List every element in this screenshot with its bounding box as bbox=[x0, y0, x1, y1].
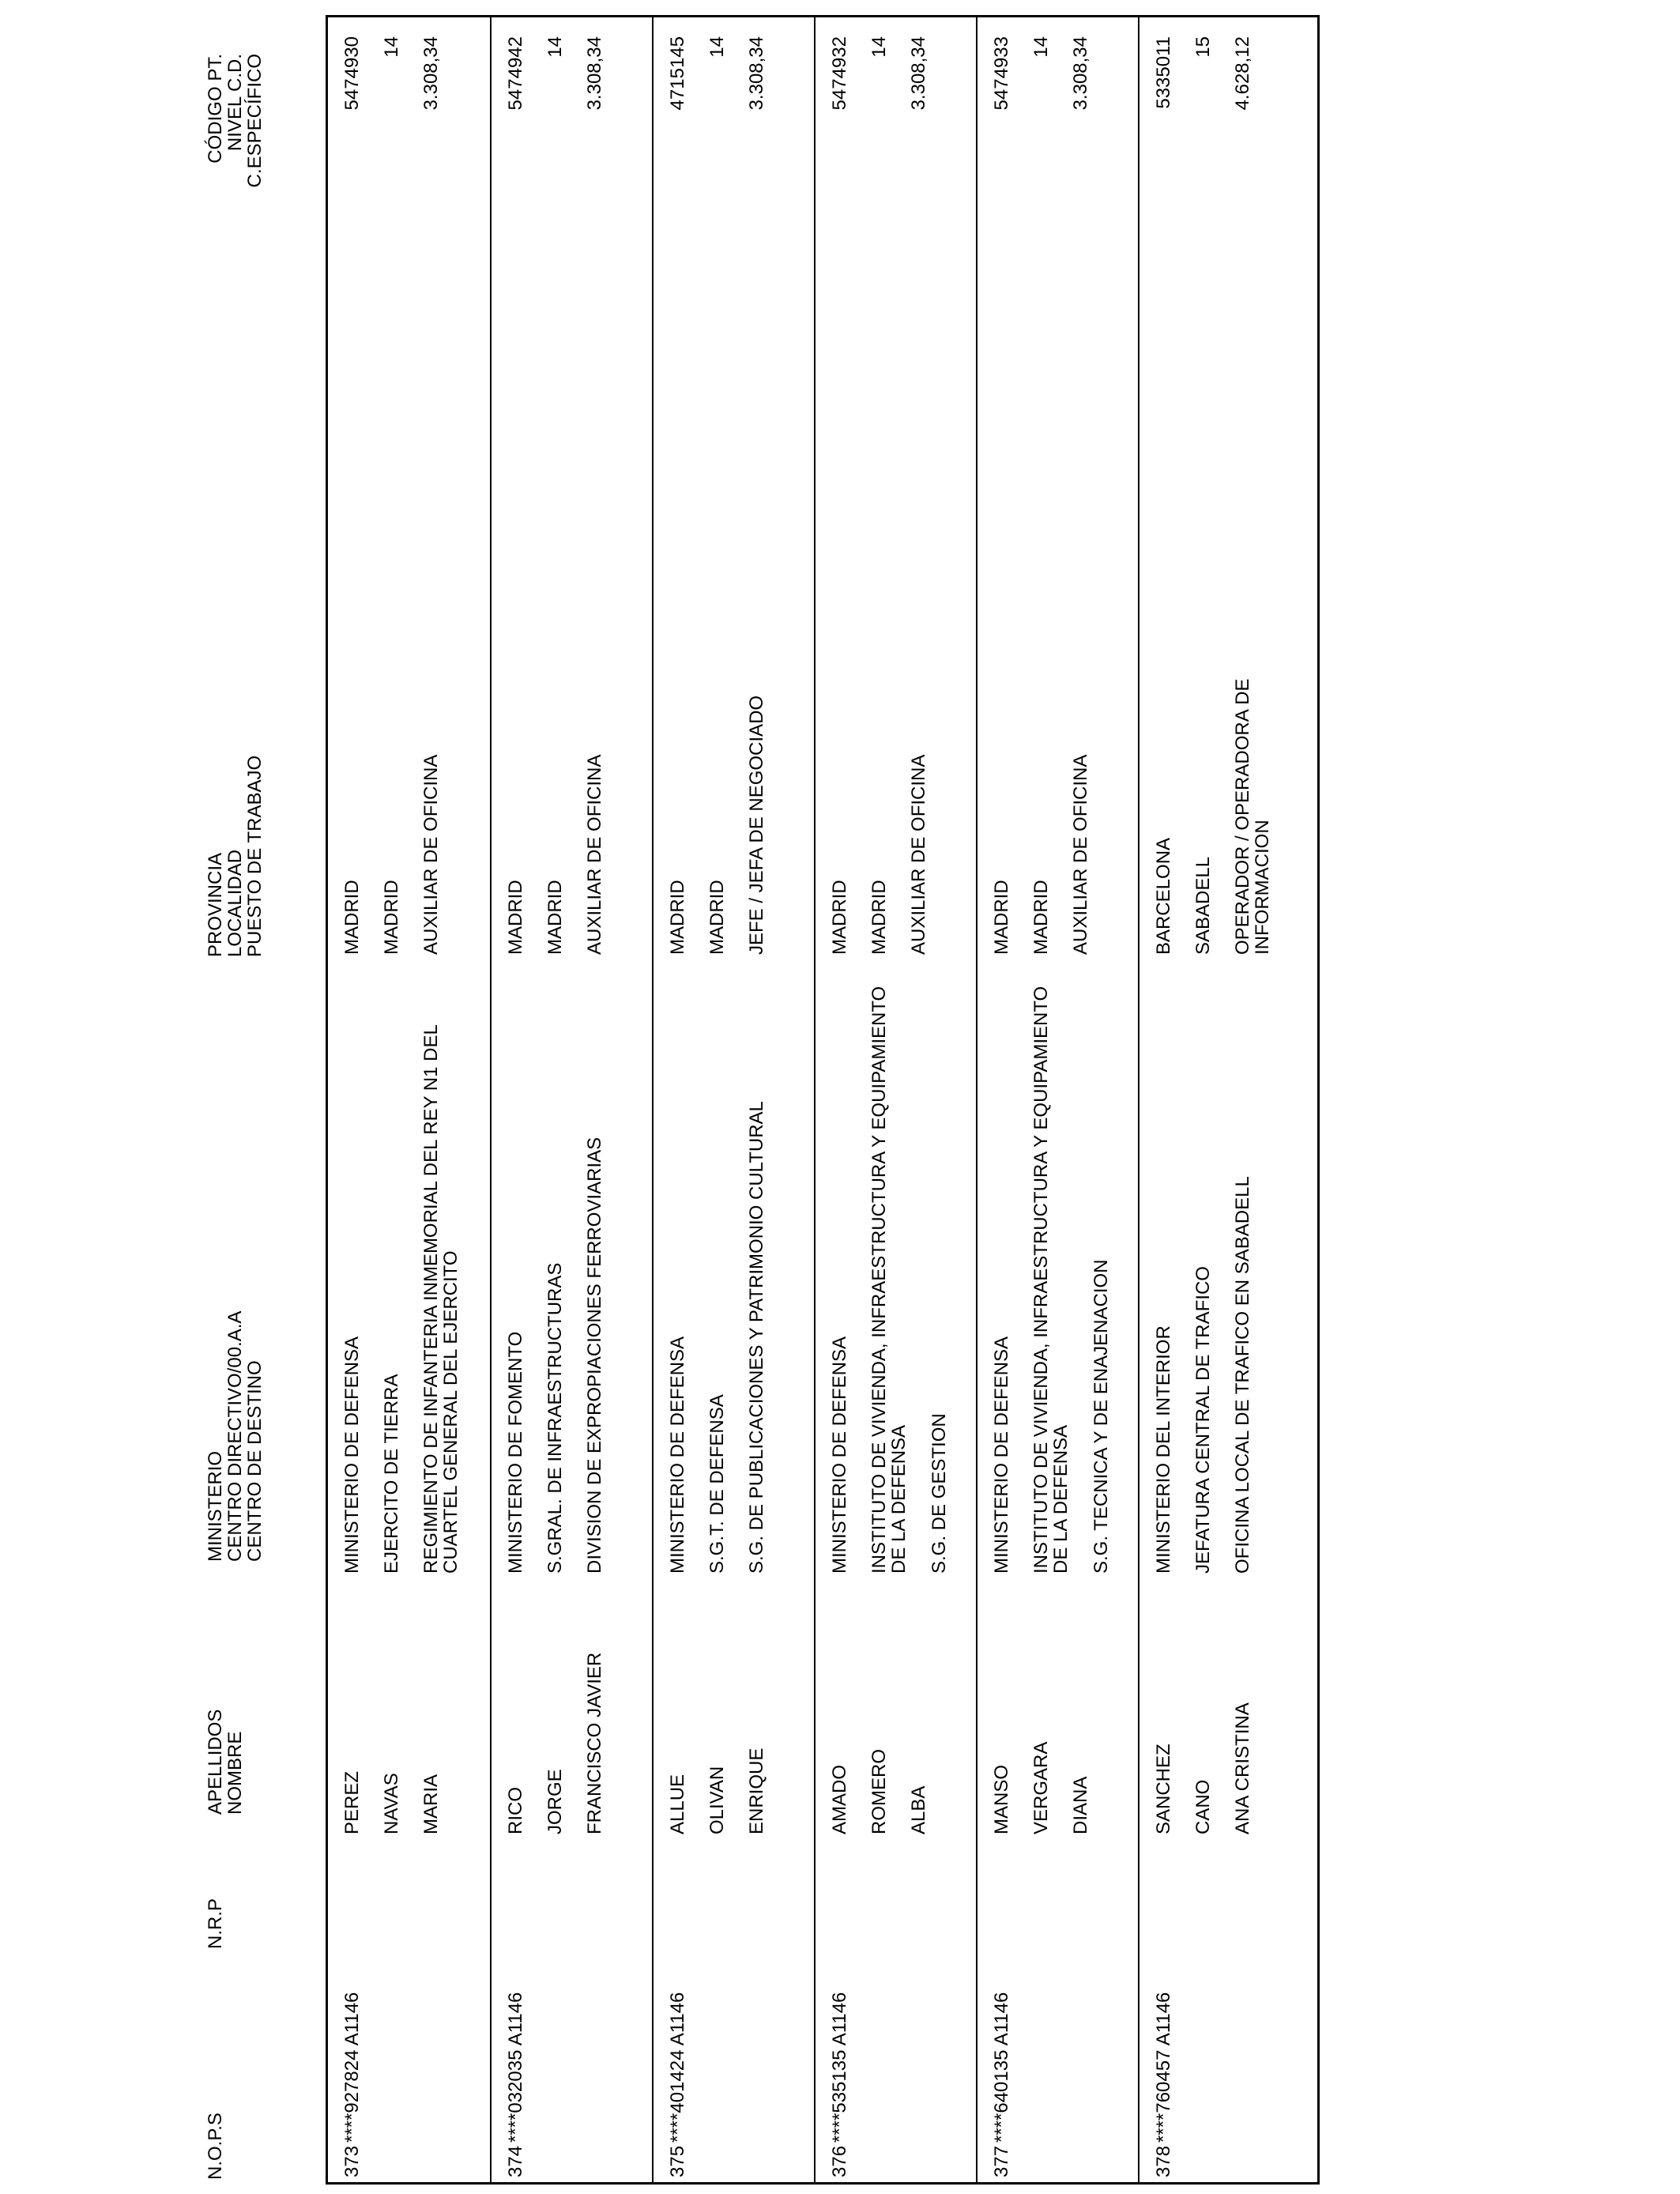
row-nivel: 14 bbox=[706, 36, 728, 58]
table-row bbox=[652, 17, 816, 2182]
row-especifico: 4.628,12 bbox=[1232, 36, 1253, 111]
row-ministerio: MINISTERIO DE DEFENSA bbox=[667, 1336, 688, 1574]
row-nrp: ****032035 A1146 bbox=[505, 1992, 526, 2143]
row-apellido2: OLIVAN bbox=[706, 1766, 728, 1834]
row-apellido2: VERGARA bbox=[1030, 1741, 1052, 1834]
row-nivel: 14 bbox=[868, 36, 890, 58]
row-provincia: BARCELONA bbox=[1153, 837, 1174, 955]
row-apellido2: NAVAS bbox=[381, 1773, 402, 1834]
row-centro-destino: DIVISION DE EXPROPIACIONES FERROVIARIAS bbox=[584, 1137, 605, 1574]
records-table bbox=[326, 15, 1320, 2185]
row-centro-directivo: S.GRAL. DE INFRAESTRUCTURAS bbox=[544, 1262, 566, 1574]
row-codigo: 5335011 bbox=[1153, 36, 1174, 109]
row-nombre: DIANA bbox=[1070, 1776, 1091, 1834]
row-ministerio: MINISTERIO DE FOMENTO bbox=[505, 1331, 526, 1574]
row-provincia: MADRID bbox=[829, 880, 850, 955]
table-row bbox=[328, 17, 490, 2182]
row-centro-destino: OFICINA LOCAL DE TRAFICO EN SABADELL bbox=[1232, 1176, 1253, 1574]
row-puesto: AUXILIAR DE OFICINA bbox=[1070, 754, 1091, 955]
row-nops: 377 bbox=[991, 2145, 1012, 2177]
row-centro-directivo: INSTITUTO DE VIVIENDA, INFRAESTRUCTURA Y EQUIPAMIENTO DE LA DEFENSA bbox=[1030, 986, 1072, 1574]
row-centro-directivo: INSTITUTO DE VIVIENDA, INFRAESTRUCTURA Y EQUIPAMIENTO DE LA DEFENSA bbox=[868, 986, 910, 1574]
row-centro-directivo: JEFATURA CENTRAL DE TRAFICO bbox=[1192, 1266, 1214, 1574]
row-apellido1: RICO bbox=[505, 1787, 526, 1834]
row-nombre: FRANCISCO JAVIER bbox=[584, 1652, 605, 1834]
row-codigo: 5474932 bbox=[829, 36, 850, 111]
row-codigo: 5474933 bbox=[991, 36, 1012, 111]
row-nivel: 14 bbox=[381, 36, 402, 58]
table-row bbox=[490, 17, 654, 2182]
row-localidad: MADRID bbox=[544, 880, 566, 955]
row-centro-destino: REGIMIENTO DE INFANTERIA INMEMORIAL DEL REY N1 DEL CUARTEL GENERAL DEL EJERCITO bbox=[420, 1025, 461, 1574]
header-nrp: N.R.P bbox=[205, 1898, 226, 1949]
row-apellido2: JORGE bbox=[544, 1769, 566, 1834]
row-nrp: ****640135 A1146 bbox=[991, 1992, 1012, 2143]
row-provincia: MADRID bbox=[505, 880, 526, 955]
table-row bbox=[976, 17, 1139, 2182]
row-apellido1: PEREZ bbox=[341, 1770, 363, 1834]
row-nombre: ANA CRISTINA bbox=[1232, 1702, 1253, 1834]
row-nrp: ****927824 A1146 bbox=[341, 1992, 363, 2143]
row-ministerio: MINISTERIO DE DEFENSA bbox=[341, 1336, 363, 1574]
row-centro-directivo: EJERCITO DE TIERRA bbox=[381, 1374, 402, 1574]
row-nivel: 14 bbox=[1030, 36, 1052, 58]
row-apellido1: ALLUE bbox=[667, 1774, 688, 1834]
header-codigo: CÓDIGO PT. NIVEL C.D. C.ESPECÍFICO bbox=[205, 54, 266, 188]
header-nops: N.O.P.S bbox=[205, 2113, 226, 2180]
row-provincia: MADRID bbox=[341, 880, 363, 955]
row-centro-destino: S.G. TECNICA Y DE ENAJENACION bbox=[1090, 1259, 1112, 1574]
table-row bbox=[814, 17, 977, 2182]
row-nrp: ****760457 A1146 bbox=[1153, 1992, 1174, 2143]
row-nombre: ALBA bbox=[908, 1785, 929, 1834]
row-nrp: ****401424 A1146 bbox=[667, 1992, 688, 2143]
row-nops: 378 bbox=[1153, 2145, 1174, 2177]
row-centro-directivo: S.G.T. DE DEFENSA bbox=[706, 1394, 728, 1574]
row-nombre: ENRIQUE bbox=[746, 1747, 767, 1834]
row-puesto: AUXILIAR DE OFICINA bbox=[420, 754, 442, 955]
row-nombre: MARIA bbox=[420, 1774, 442, 1834]
row-especifico: 3.308,34 bbox=[1070, 36, 1091, 111]
row-apellido2: ROMERO bbox=[868, 1749, 890, 1834]
row-localidad: SABADELL bbox=[1192, 856, 1214, 955]
row-especifico: 3.308,34 bbox=[908, 36, 929, 111]
header-apellidos-nombre: APELLIDOS NOMBRE bbox=[205, 1709, 246, 1815]
row-apellido1: AMADO bbox=[829, 1764, 850, 1834]
row-especifico: 3.308,34 bbox=[746, 36, 767, 111]
row-nops: 375 bbox=[667, 2145, 688, 2177]
row-codigo: 4715145 bbox=[667, 36, 688, 111]
row-ministerio: MINISTERIO DEL INTERIOR bbox=[1153, 1325, 1174, 1574]
row-nops: 374 bbox=[505, 2145, 526, 2177]
row-localidad: MADRID bbox=[868, 880, 890, 955]
header-ministerio: MINISTERIO CENTRO DIRECTIVO/00.A.A CENTRO DE DESTINO bbox=[205, 1310, 266, 1562]
row-centro-destino: S.G. DE GESTION bbox=[929, 1413, 950, 1574]
table-row bbox=[1138, 17, 1319, 2182]
row-nrp: ****535135 A1146 bbox=[829, 1992, 850, 2143]
row-puesto: AUXILIAR DE OFICINA bbox=[908, 754, 929, 955]
row-codigo: 5474942 bbox=[505, 36, 526, 111]
row-apellido1: SANCHEZ bbox=[1153, 1744, 1174, 1834]
row-provincia: MADRID bbox=[667, 880, 688, 955]
row-apellido1: MANSO bbox=[991, 1764, 1012, 1834]
row-ministerio: MINISTERIO DE DEFENSA bbox=[991, 1336, 1012, 1574]
row-nops: 376 bbox=[829, 2145, 850, 2177]
row-localidad: MADRID bbox=[706, 880, 728, 955]
row-apellido2: CANO bbox=[1192, 1779, 1214, 1834]
row-centro-destino: S.G. DE PUBLICACIONES Y PATRIMONIO CULTURAL bbox=[746, 1101, 767, 1574]
row-nivel: 15 bbox=[1192, 36, 1214, 58]
row-localidad: MADRID bbox=[381, 880, 402, 955]
row-puesto: AUXILIAR DE OFICINA bbox=[584, 754, 605, 955]
row-ministerio: MINISTERIO DE DEFENSA bbox=[829, 1336, 850, 1574]
row-especifico: 3.308,34 bbox=[584, 36, 605, 111]
header-provincia: PROVINCIA LOCALIDAD PUESTO DE TRABAJO bbox=[205, 755, 266, 957]
row-nops: 373 bbox=[341, 2145, 363, 2177]
row-nivel: 14 bbox=[544, 36, 566, 58]
row-localidad: MADRID bbox=[1030, 880, 1052, 955]
row-provincia: MADRID bbox=[991, 880, 1012, 955]
row-especifico: 3.308,34 bbox=[420, 36, 442, 111]
row-puesto: JEFE / JEFA DE NEGOCIADO bbox=[746, 695, 767, 955]
row-puesto: OPERADOR / OPERADORA DE INFORMACION bbox=[1232, 678, 1273, 955]
row-codigo: 5474930 bbox=[341, 36, 363, 111]
